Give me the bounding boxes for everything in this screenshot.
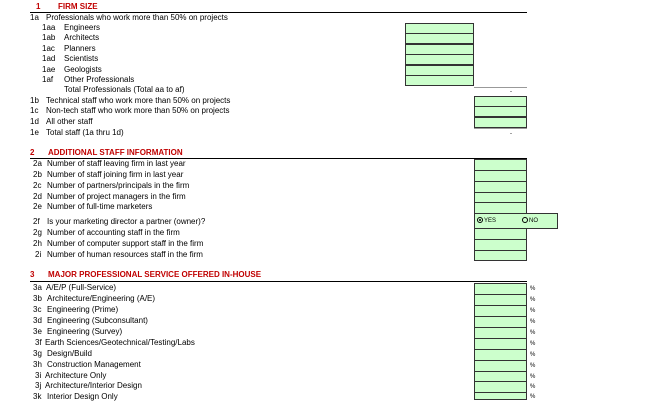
radio-yes[interactable]: YES [477, 216, 496, 226]
input-1ab[interactable] [405, 33, 474, 44]
radio-yes-dot-icon [477, 217, 483, 223]
total-staff-value: - [510, 131, 512, 137]
section-2-header: 2 ADDITIONAL STAFF INFORMATION [30, 148, 183, 157]
percent-3c: % [530, 308, 536, 314]
input-2i[interactable] [474, 250, 527, 261]
percent-3g: % [530, 352, 536, 358]
section-3-header: 3 MAJOR PROFESSIONAL SERVICE OFFERED IN-HOUSE [30, 270, 262, 279]
input-1c[interactable] [474, 106, 527, 117]
total-staff-line [474, 128, 527, 129]
percent-3b: % [530, 297, 536, 303]
section-1-header: 1 FIRM SIZE [36, 2, 98, 11]
percent-3i: % [530, 374, 536, 380]
percent-3e: % [530, 330, 536, 336]
section-3-rule [30, 281, 527, 282]
input-3k[interactable] [474, 392, 527, 400]
percent-3d: % [530, 319, 536, 325]
input-1af[interactable] [405, 75, 474, 86]
percent-3h: % [530, 363, 536, 369]
radio-no-circle-icon [522, 217, 528, 223]
percent-3k: % [530, 394, 536, 400]
percent-3f: % [530, 341, 536, 347]
total-professionals-value: - [510, 89, 512, 95]
percent-3j: % [530, 384, 536, 390]
radio-group-2f[interactable] [474, 213, 558, 229]
total-professionals-line [474, 87, 527, 88]
percent-3a: % [530, 286, 536, 292]
input-1d[interactable] [474, 117, 527, 128]
row-total-professionals: Total Professionals (Total aa to af) [64, 85, 185, 94]
radio-no[interactable]: NO [522, 216, 538, 226]
input-1ad[interactable] [405, 54, 474, 65]
